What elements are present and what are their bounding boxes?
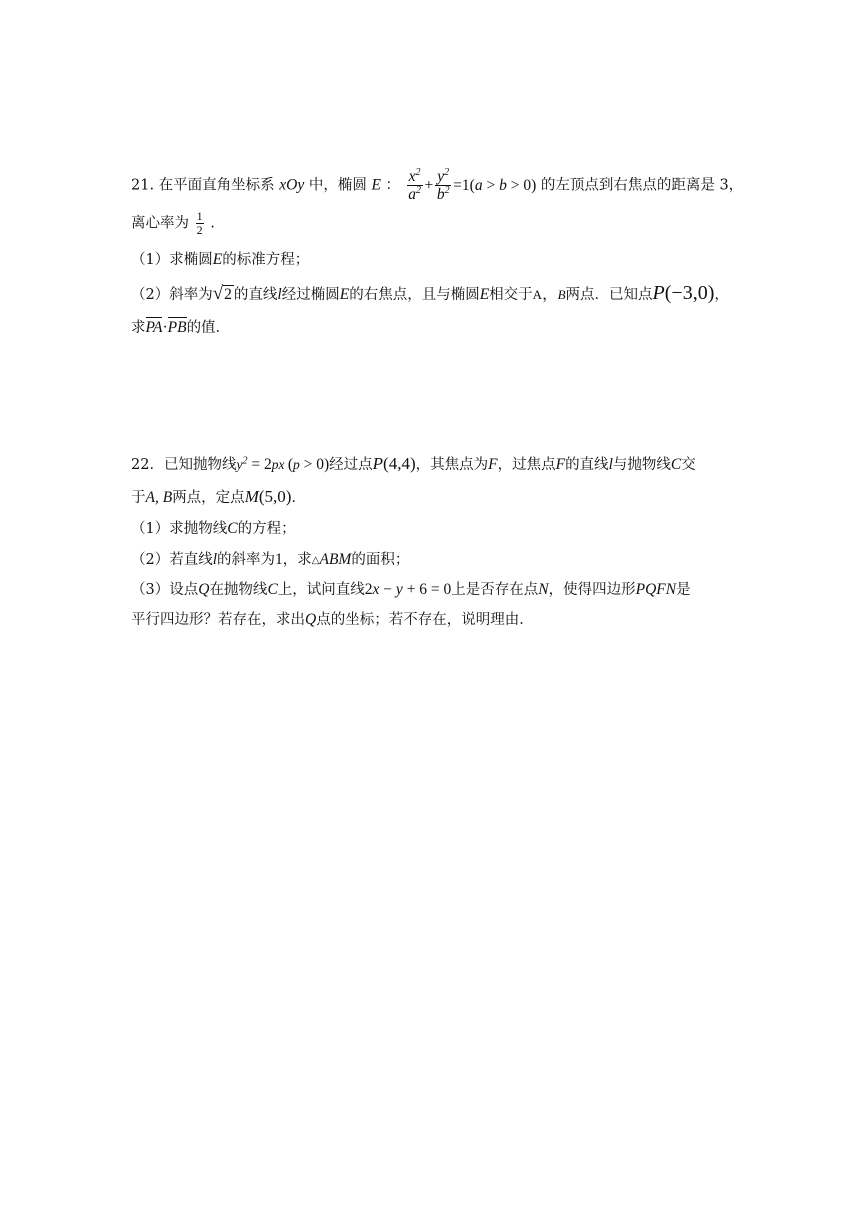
math-pqfn: PQFN [635, 581, 677, 598]
q21-text: 两点．已知点 [565, 287, 653, 303]
q22-text: 的方程； [237, 521, 296, 537]
q22-text: 平行四边形？若存在，求出 [131, 612, 305, 628]
q22-text: 是 [676, 582, 691, 598]
q22-text: 点的坐标；若不存在，说明理由． [316, 612, 534, 628]
math-c: C [267, 581, 278, 598]
math-e: E [479, 286, 490, 303]
q22-text: 22．已知抛物线 [131, 457, 237, 473]
math-c: C [670, 456, 682, 473]
q22-text: 于 [131, 490, 146, 506]
q21-text: . [210, 215, 215, 232]
q21-text: ， [714, 287, 729, 303]
q22-text: ． [291, 490, 306, 506]
q21-text: 的直线 [233, 287, 278, 303]
q21-text: 21. 在平面直角坐标系 [131, 177, 275, 194]
parabola-equation: $y^2 = 2px$ (p > 0) [236, 455, 330, 473]
vector-pa: PA [145, 319, 163, 336]
q21-part2-cont: 求PA·PB的值． [131, 319, 231, 336]
fraction-y2-b2: $\frac{y^2}{b^2}$ [436, 166, 450, 203]
math-f: F [555, 456, 566, 473]
q21-text: （1）求椭圆 [131, 252, 213, 268]
q22-text: （1）求抛物线 [131, 521, 228, 537]
q22-text: 与抛物线 [612, 457, 671, 473]
math-a-b: A, B [145, 489, 173, 506]
q22-part3 [131, 580, 691, 600]
q22-line1: 22．已知抛物线$y^2 = 2px$ (p > 0)经过点P(4,4)，其焦点为F，过焦点F的直线l与抛物线C交 [131, 454, 696, 473]
q22-text: 上，试问直线 [277, 582, 365, 598]
q21-text: 经过椭圆 [281, 287, 340, 303]
math-l: l [277, 286, 282, 303]
math-f: F [488, 456, 498, 473]
q22-text: ，过焦点 [497, 457, 556, 473]
q22-text: （2）若直线 [131, 552, 213, 568]
triangle-icon: △ [311, 555, 320, 566]
q22-part3-cont [131, 610, 534, 630]
q22-text: 上是否存在点 [451, 582, 539, 598]
q21-text: 的值． [186, 320, 231, 336]
q22-text: ，求 [282, 552, 312, 568]
math-q: Q [198, 581, 210, 598]
math-one: 1 [275, 551, 283, 568]
q21-text: 相交于 [489, 287, 533, 303]
fraction-x2-a2: $\frac{x^2}{a^2}$ [408, 166, 421, 203]
q21-text: 的右焦点，且与椭圆 [349, 287, 480, 303]
q21-text: （2）斜率为 [131, 287, 213, 303]
math-c: C [227, 520, 238, 537]
q22-text: ，使得四边形 [548, 582, 636, 598]
q21-text: 求 [131, 320, 146, 336]
q21-line2 [131, 210, 215, 237]
point-p: P [652, 282, 665, 304]
q22-text: ，其焦点为 [415, 457, 489, 473]
math-n: N [538, 581, 549, 598]
q22-text: 两点，定点 [172, 490, 245, 506]
q22-text: 交 [681, 457, 696, 473]
q22-text: 经过点 [329, 457, 373, 473]
math-q: Q [305, 611, 317, 628]
q22-line2: 于A, B两点，定点M(5,0)． [131, 487, 306, 506]
q22-text: 在抛物线 [209, 582, 268, 598]
point-p: P [372, 454, 384, 473]
line-equation: 2x − y + 6 = 0 [364, 581, 452, 598]
q21-part2: （2）斜率为√2 的直线l经过椭圆E的右焦点，且与椭圆E相交于A，B两点．已知点P(−3,0)， [131, 282, 729, 304]
math-b: B [557, 287, 566, 302]
q21-text: ： [385, 177, 401, 194]
q21-line1 [131, 168, 743, 203]
q21-text: 离心率为 [131, 215, 189, 232]
fraction-one-half: $\frac{1}{2}$ [196, 209, 203, 237]
math-xoy: xOy [279, 176, 305, 194]
math-l: l [212, 551, 218, 568]
q22-text: （3）设点 [131, 582, 199, 598]
sqrt-two: √2 [212, 283, 232, 304]
q22-part1 [131, 519, 296, 539]
math-l: l [608, 456, 613, 473]
q22-text: 的直线 [565, 457, 609, 473]
point-m: M [244, 487, 259, 506]
math-e: E [212, 251, 223, 268]
math-abm: ABM [319, 551, 352, 568]
q21-text: 的左顶点到右焦点的距离是 3， [540, 177, 744, 194]
q22-part2 [131, 550, 409, 571]
math-e: E [371, 176, 381, 194]
ellipse-equation: $\frac{x^2}{a^2}$ + $\frac{y^2}{b^2}$ =1(a > b > 0) [408, 166, 537, 203]
math-e: E [339, 286, 350, 303]
q22-text: 的面积； [351, 552, 410, 568]
q21-part1 [131, 250, 309, 270]
q21-text: 的标准方程； [222, 252, 310, 268]
q22-text: 的斜率为 [217, 552, 276, 568]
math-a: A [532, 287, 543, 302]
q21-text: 中，椭圆 [308, 177, 367, 194]
vector-pb: PB [167, 319, 187, 336]
